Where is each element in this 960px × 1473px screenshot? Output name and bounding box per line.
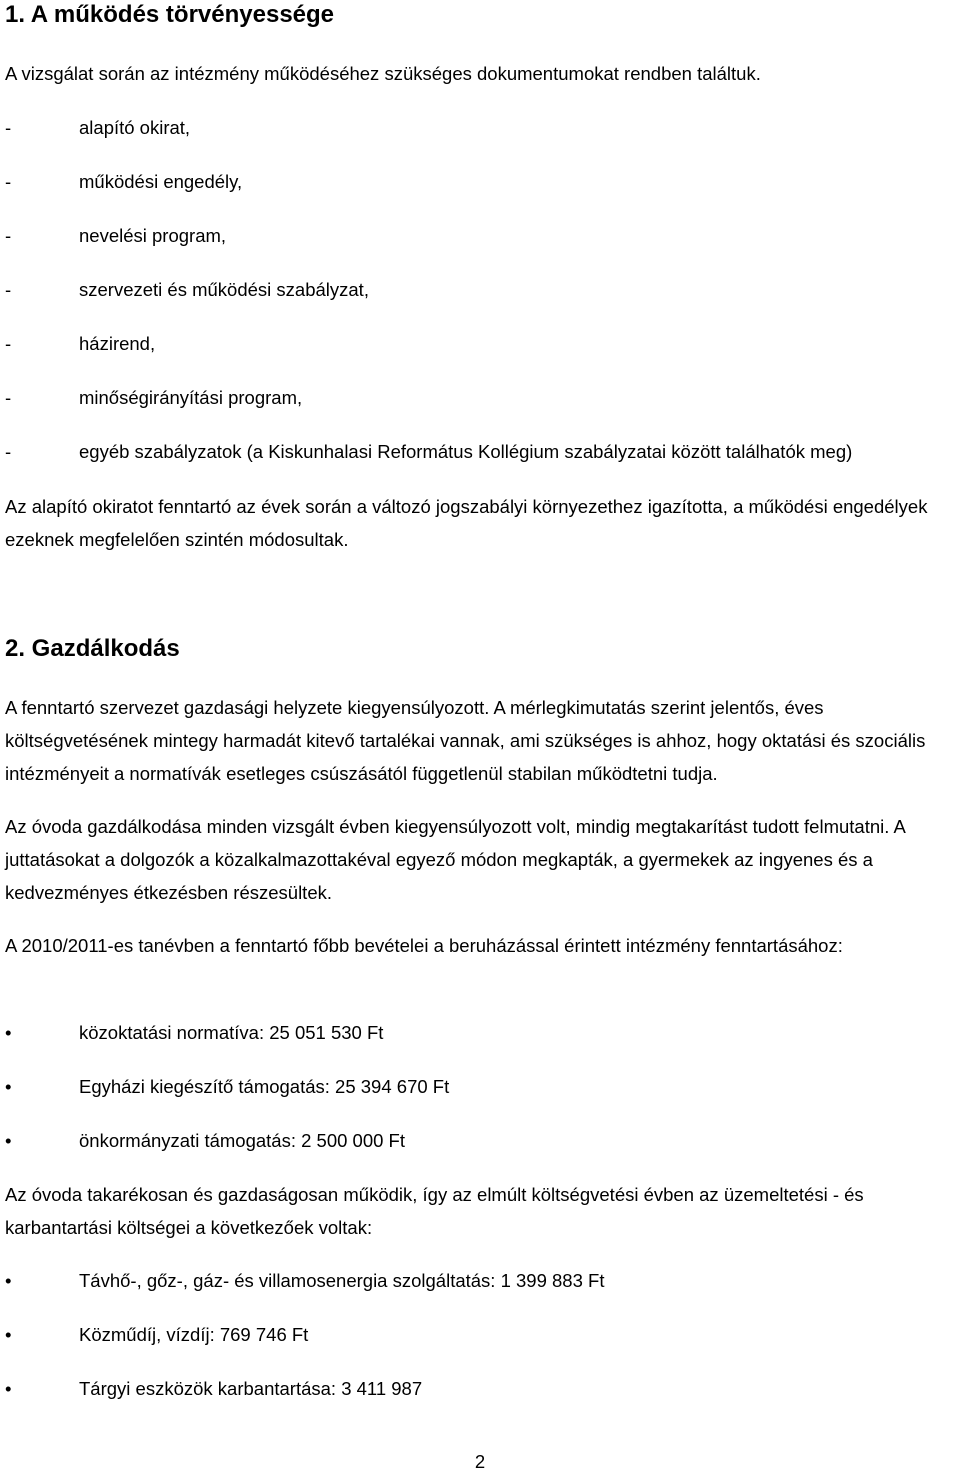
cost-item: Közműdíj, vízdíj: 769 746 Ft [79,1324,309,1345]
section2-paragraph-4: Az óvoda takarékosan és gazdaságosan működik, így az elmúlt költségvetési évben az üzemeltetési - és karbantartási költségei a következőek voltak: [5,1184,864,1238]
cost-item: Távhő-, gőz-, gáz- és villamosenergia szolgáltatás: 1 399 883 Ft [79,1270,605,1291]
list-item-text: működési engedély, [79,171,243,192]
section1-heading: 1. A működés törvényessége [5,1,335,28]
list-item-text: minőségirányítási program, [79,387,303,408]
dash-marker: - [5,279,12,300]
section2-paragraph-3: A 2010/2011-es tanévben a fenntartó főbb bevételei a beruházással érintett intézmény fenntartásához: [5,935,843,956]
dash-marker: - [5,225,12,246]
section1-paragraph: Az alapító okiratot fenntartó az évek során a változó jogszabályi környezethez igazította, a működési engedélyek ezeknek megfelelően szintén módosultak. [5,496,928,550]
section1-intro: A vizsgálat során az intézmény működéséhez szükséges dokumentumokat rendben találtuk. [5,63,761,84]
dash-marker: - [5,333,12,354]
bullet-marker: • [5,1130,12,1151]
bullet-marker: • [5,1324,12,1345]
revenue-item: Egyházi kiegészítő támogatás: 25 394 670 Ft [79,1076,450,1097]
bullet-marker: • [5,1076,12,1097]
list-item-text: nevelési program, [79,225,227,246]
dash-marker: - [5,171,12,192]
dash-marker: - [5,441,12,462]
list-item-text: alapító okirat, [79,117,191,138]
revenue-item: közoktatási normatíva: 25 051 530 Ft [79,1022,384,1043]
list-item-text: szervezeti és működési szabályzat, [79,279,369,300]
section2-paragraph-2: Az óvoda gazdálkodása minden vizsgált évben kiegyensúlyozott volt, mindig megtakarítást tudott felmutatni. A juttatásokat a dolgozók a közalkalmazottakéval egyező módon megkapták, a gyermekek az ingyenes és a kedvezményes étkezésben részesültek. [5,816,905,903]
cost-item: Tárgyi eszközök karbantartása: 3 411 987 [79,1378,423,1399]
section2-paragraph-1: A fenntartó szervezet gazdasági helyzete kiegyensúlyozott. A mérlegkimutatás szerint jelentős, éves költségvetésének mintegy harmadát kitevő tartalékai vannak, ami szükséges is ahhoz, hogy oktatási és szociális intézményeit a normatívák esetleges csúszásától függetlenül stabilan működtetni tudja. [5,697,926,784]
bullet-marker: • [5,1378,12,1399]
bullet-marker: • [5,1022,12,1043]
revenue-item: önkormányzati támogatás: 2 500 000 Ft [79,1130,405,1151]
section2-heading: 2. Gazdálkodás [5,635,180,662]
dash-marker: - [5,117,12,138]
dash-marker: - [5,387,12,408]
page-number: 2 [474,1451,486,1472]
list-item-text: házirend, [79,333,156,354]
bullet-marker: • [5,1270,12,1291]
list-item-text: egyéb szabályzatok (a Kiskunhalasi Református Kollégium szabályzatai között találhatók meg) [79,441,853,462]
